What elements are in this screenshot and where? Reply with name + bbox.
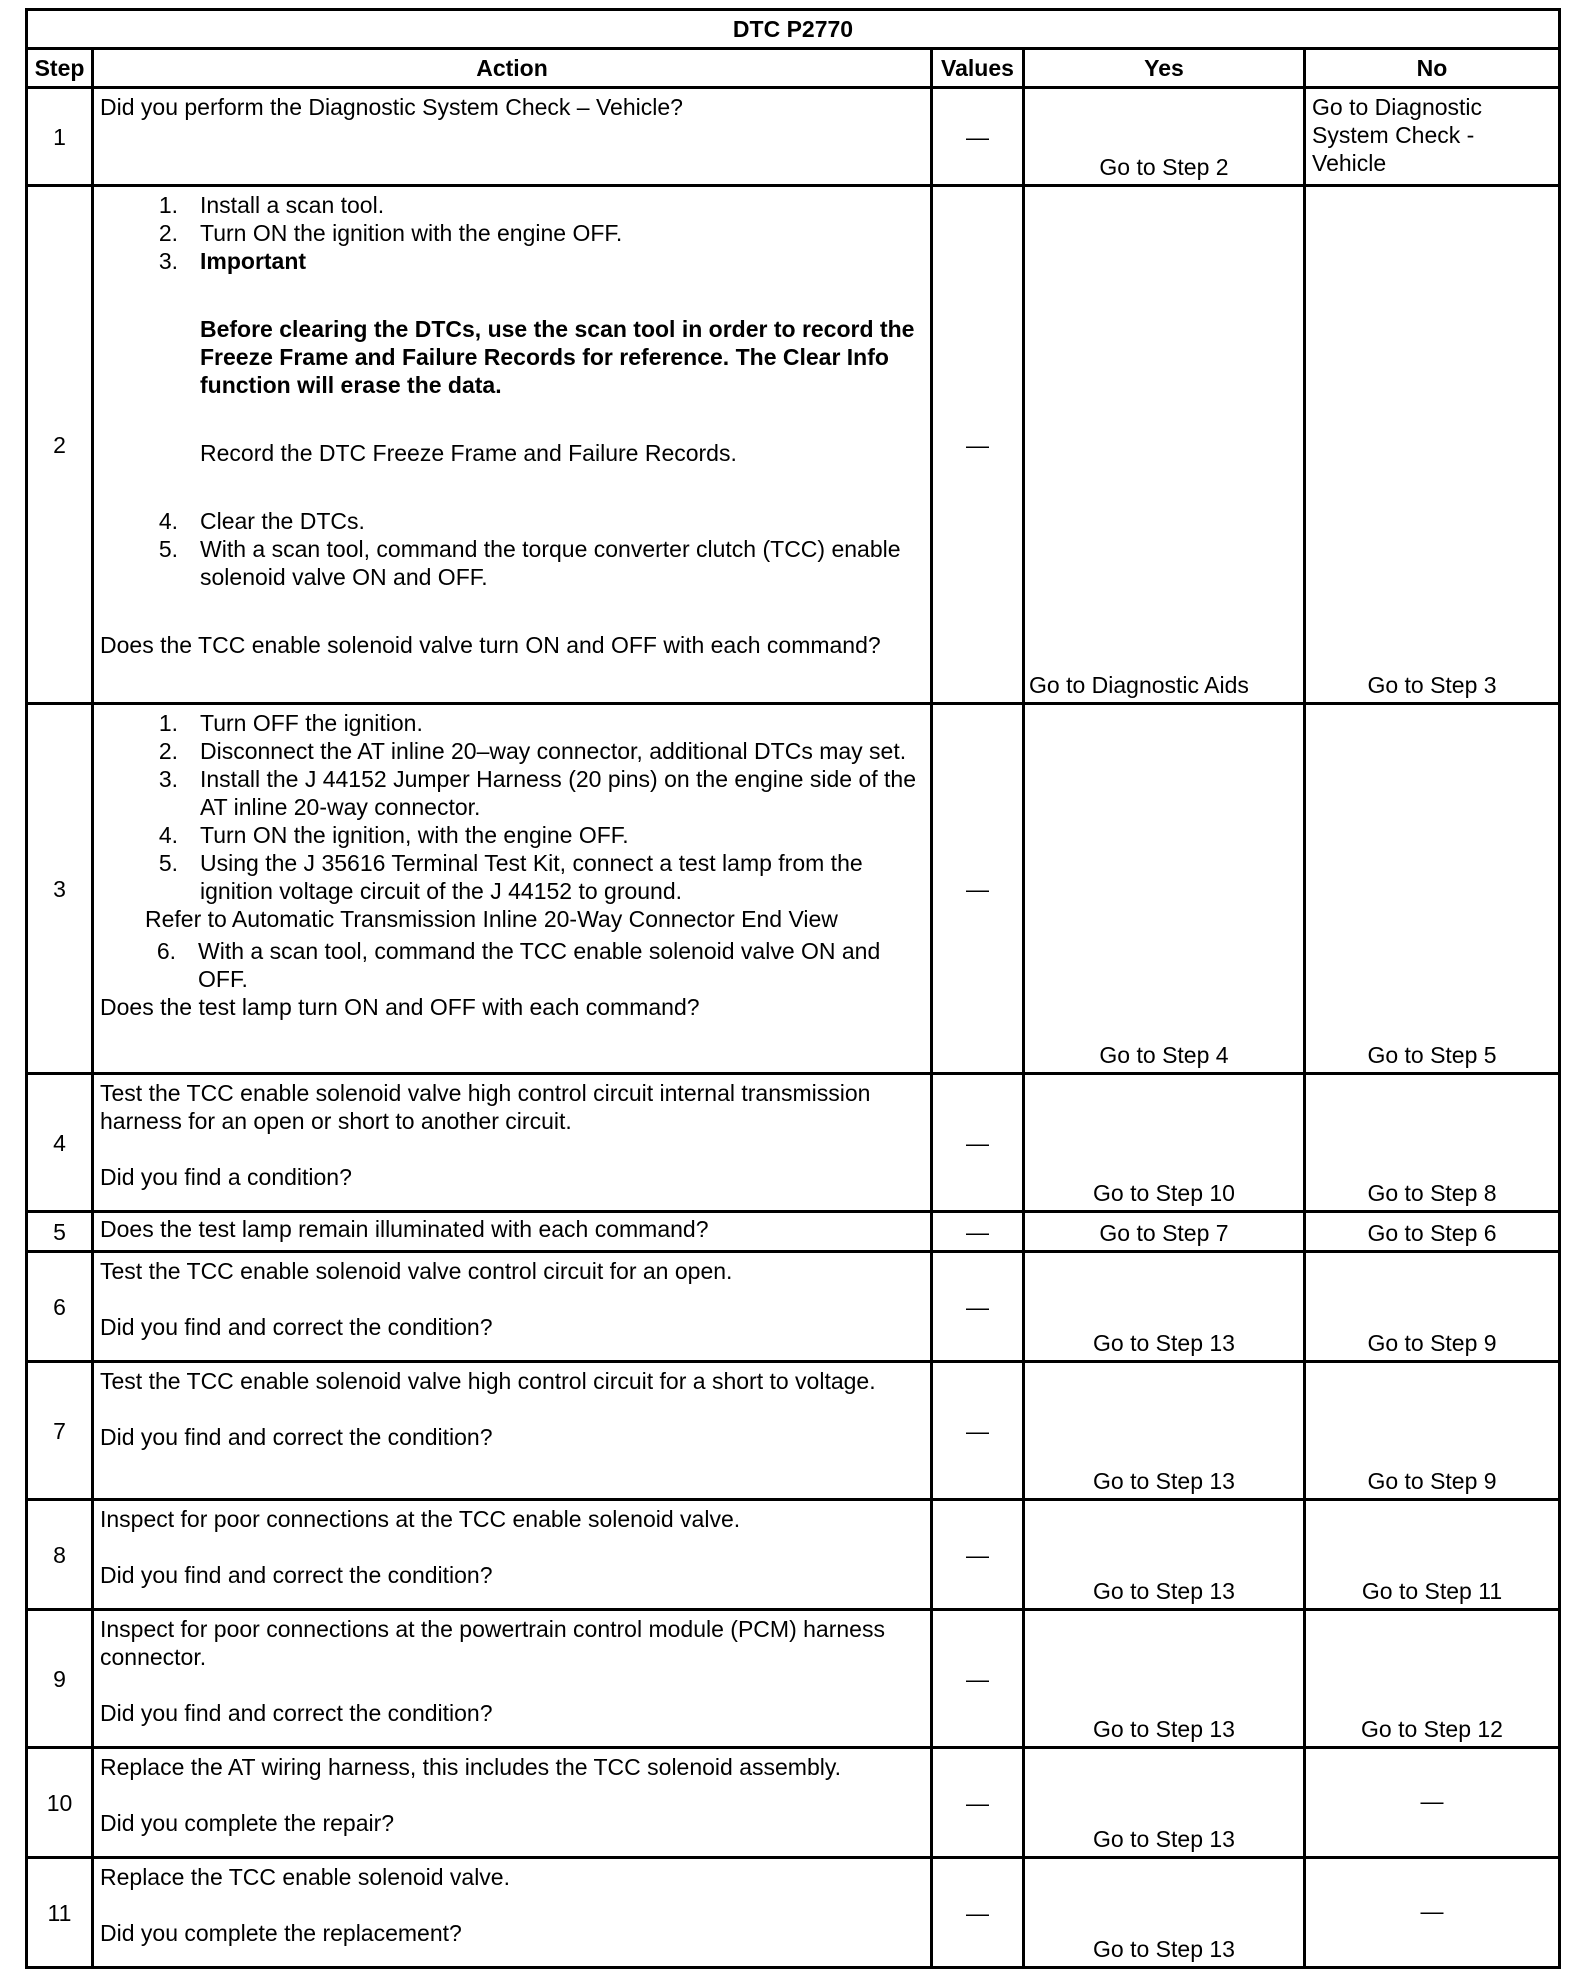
action-question: Did you complete the replacement? (100, 1920, 462, 1946)
values-cell: — (932, 88, 1024, 186)
no-cell: Go to Step 6 (1305, 1212, 1560, 1252)
table-row (27, 1212, 1560, 1252)
step-number: 1 (27, 88, 93, 186)
table-row (27, 1858, 1560, 1968)
values-cell: — (932, 1362, 1024, 1500)
header-no: No (1305, 49, 1560, 88)
values-cell: — (932, 1252, 1024, 1362)
action-cell (93, 88, 932, 186)
values-cell: — (932, 1500, 1024, 1610)
action-question: Did you find and correct the condition? (100, 1562, 493, 1588)
list-item: 2. Disconnect the AT inline 20–way connector, additional DTCs may set. (158, 738, 907, 764)
action-question: Did you find and correct the condition? (100, 1314, 493, 1340)
list-item: 1. Install a scan tool. (158, 192, 385, 218)
step-number: 8 (27, 1500, 93, 1610)
action-question: Did you complete the repair? (100, 1810, 395, 1836)
table-row (27, 88, 1560, 186)
list-item: 4. Turn ON the ignition, with the engine OFF. (158, 822, 629, 848)
action-text: Inspect for poor connections at the powertrain control module (PCM) harness connector. (100, 1616, 885, 1670)
list-item: 2. Turn ON the ignition with the engine OFF. (158, 220, 623, 246)
action-question: Does the TCC enable solenoid valve turn ON and OFF with each command? (100, 632, 881, 658)
values-cell: — (932, 1074, 1024, 1212)
action-cell (93, 1252, 932, 1362)
list-item: 3. Install the J 44152 Jumper Harness (20 pins) on the engine side of the AT inline 20-way connector. (158, 766, 916, 820)
step-number: 6 (27, 1252, 93, 1362)
action-text: Test the TCC enable solenoid valve high control circuit internal transmission harness for an open or short to another circuit. (100, 1080, 871, 1134)
yes-cell: Go to Step 13 (1024, 1748, 1305, 1858)
yes-cell: Go to Diagnostic Aids (1024, 186, 1305, 704)
title-row (27, 10, 1560, 49)
action-text: Test the TCC enable solenoid valve high control circuit for a short to voltage. (100, 1368, 876, 1394)
list-item: 1. Turn OFF the ignition. (158, 710, 423, 736)
record-note: Record the DTC Freeze Frame and Failure Records. (200, 440, 737, 466)
header-step: Step (27, 49, 93, 88)
values-cell: — (932, 186, 1024, 704)
no-cell: Go to Step 8 (1305, 1074, 1560, 1212)
action-cell (93, 1074, 932, 1212)
yes-cell: Go to Step 13 (1024, 1500, 1305, 1610)
action-text: Inspect for poor connections at the TCC enable solenoid valve. (100, 1506, 741, 1532)
header-yes: Yes (1024, 49, 1305, 88)
table-title: DTC P2770 (27, 10, 1560, 49)
list-item: 5. Using the J 35616 Terminal Test Kit, connect a test lamp from the ignition voltage circuit of the J 44152 to ground. (158, 850, 863, 904)
action-cell (93, 1748, 932, 1858)
action-cell (93, 1362, 932, 1500)
header-values: Values (932, 49, 1024, 88)
step-number: 2 (27, 186, 93, 704)
action-question: Did you find and correct the condition? (100, 1700, 493, 1726)
list-item: 4. Clear the DTCs. (158, 508, 365, 534)
table-row (27, 1500, 1560, 1610)
step-number: 9 (27, 1610, 93, 1748)
values-cell: — (932, 1610, 1024, 1748)
action-text: Test the TCC enable solenoid valve control circuit for an open. (100, 1258, 733, 1284)
step-number: 11 (27, 1858, 93, 1968)
action-cell (93, 1212, 932, 1252)
action-cell (93, 704, 932, 1074)
step-number: 7 (27, 1362, 93, 1500)
header-row (27, 49, 1560, 88)
yes-cell: Go to Step 13 (1024, 1362, 1305, 1500)
values-cell: — (932, 704, 1024, 1074)
action-question: Did you find and correct the condition? (100, 1424, 493, 1450)
action-text: Replace the TCC enable solenoid valve. (100, 1864, 510, 1890)
no-cell: — (1305, 1858, 1560, 1968)
action-cell (93, 1858, 932, 1968)
list-item: 5. With a scan tool, command the torque converter clutch (TCC) enable solenoid valve ON and OFF. (158, 536, 901, 590)
important-note: Before clearing the DTCs, use the scan tool in order to record the Freeze Frame and Failure Records for reference. The Clear Info function will erase the data. (200, 316, 915, 398)
action-question: Did you perform the Diagnostic System Check – Vehicle? (100, 94, 683, 120)
yes-cell: Go to Step 2 (1024, 88, 1305, 186)
no-cell: Go to Step 9 (1305, 1362, 1560, 1500)
no-cell: Go to Step 3 (1305, 186, 1560, 704)
step-number: 3 (27, 704, 93, 1074)
no-cell: Go to Step 12 (1305, 1610, 1560, 1748)
yes-cell: Go to Step 7 (1024, 1212, 1305, 1252)
table-row (27, 704, 1560, 1074)
table-row (27, 1252, 1560, 1362)
step-number: 4 (27, 1074, 93, 1212)
table-row (27, 1362, 1560, 1500)
table-row (27, 1748, 1560, 1858)
action-cell (93, 186, 932, 704)
action-question: Does the test lamp remain illuminated with each command? (100, 1216, 709, 1242)
no-cell: — (1305, 1748, 1560, 1858)
yes-cell: Go to Step 13 (1024, 1858, 1305, 1968)
step-number: 10 (27, 1748, 93, 1858)
no-cell: Go to Step 11 (1305, 1500, 1560, 1610)
values-cell: — (932, 1858, 1024, 1968)
action-text: Replace the AT wiring harness, this includes the TCC solenoid assembly. (100, 1754, 842, 1780)
list-item: 3. Important (158, 248, 307, 274)
no-text: Go to Diagnostic System Check - Vehicle (1312, 94, 1483, 176)
yes-cell: Go to Step 4 (1024, 704, 1305, 1074)
step-number: 5 (27, 1212, 93, 1252)
header-action: Action (93, 49, 932, 88)
table-row (27, 1610, 1560, 1748)
yes-cell: Go to Step 10 (1024, 1074, 1305, 1212)
no-cell: Go to Step 9 (1305, 1252, 1560, 1362)
list-item: 6. With a scan tool, command the TCC enable solenoid valve ON and OFF. (156, 938, 881, 992)
action-cell (93, 1610, 932, 1748)
yes-cell: Go to Step 13 (1024, 1252, 1305, 1362)
reference-link[interactable]: Refer to Automatic Transmission Inline 20-Way Connector End View (145, 906, 838, 932)
values-cell: — (932, 1212, 1024, 1252)
values-cell: — (932, 1748, 1024, 1858)
diagnostic-table (25, 8, 1561, 1969)
action-question: Did you find a condition? (100, 1164, 352, 1190)
action-question: Does the test lamp turn ON and OFF with each command? (100, 994, 700, 1020)
no-cell: Go to Step 5 (1305, 704, 1560, 1074)
no-cell (1305, 88, 1560, 186)
yes-cell: Go to Step 13 (1024, 1610, 1305, 1748)
table-row (27, 1074, 1560, 1212)
action-cell (93, 1500, 932, 1610)
table-row (27, 186, 1560, 704)
